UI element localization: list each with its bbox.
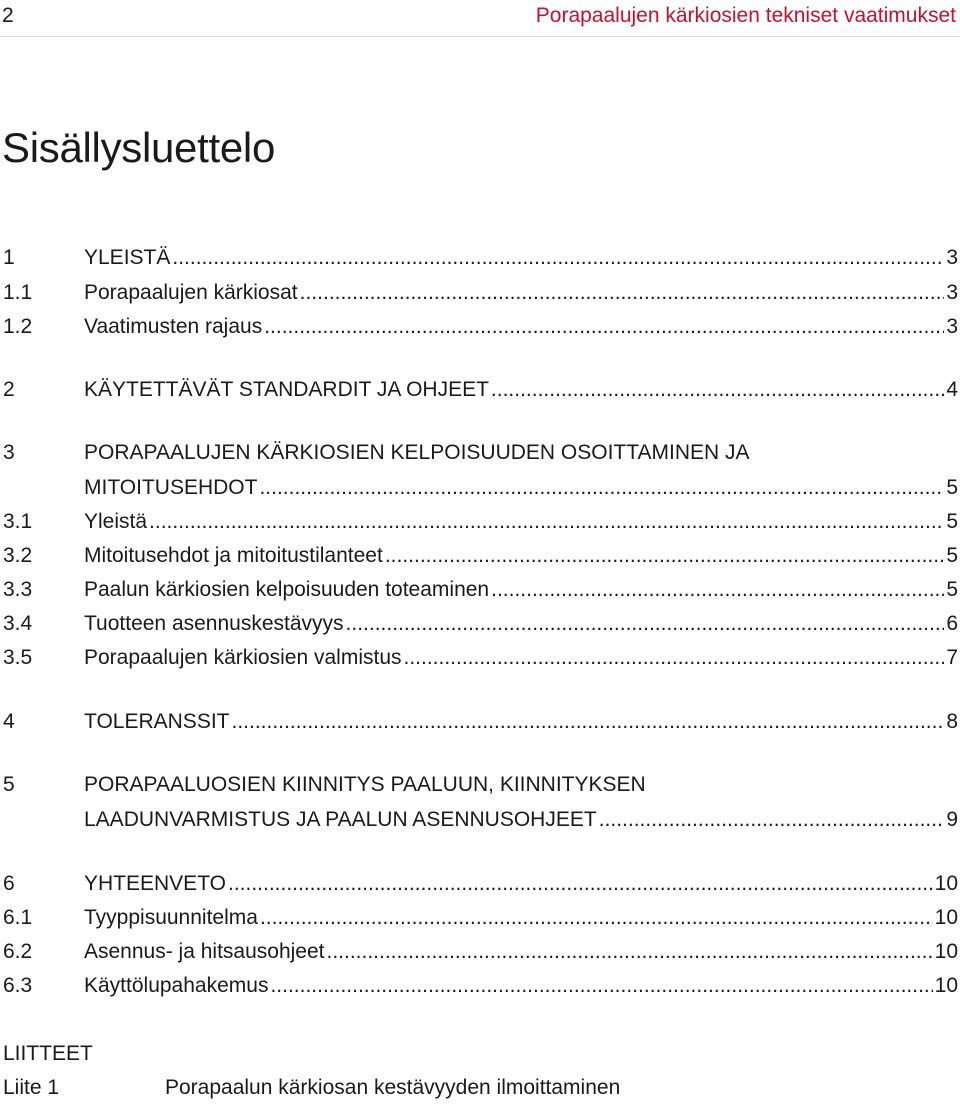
toc-entry-6-3[interactable] bbox=[0, 974, 960, 1004]
dot-leader bbox=[404, 646, 945, 670]
toc-entry-title: Vaatimusten rajaus bbox=[84, 315, 263, 338]
toc-entry-number: 1.1 bbox=[3, 281, 33, 304]
toc-entry-page: 10 bbox=[934, 940, 958, 963]
dot-leader bbox=[300, 281, 945, 305]
toc-entry-page: 7 bbox=[946, 646, 958, 669]
toc-entry-number: 3.2 bbox=[3, 544, 33, 567]
toc-entry-page: 3 bbox=[946, 246, 958, 269]
toc-entry-number: 3.5 bbox=[3, 646, 33, 669]
dot-leader bbox=[264, 315, 944, 339]
toc-entry-number: 4 bbox=[3, 710, 15, 733]
dot-leader bbox=[259, 476, 944, 500]
dot-leader bbox=[172, 246, 944, 270]
toc-entry-number: 1.2 bbox=[3, 315, 33, 338]
toc-entry-4[interactable] bbox=[0, 710, 960, 740]
toc-entry-title: LAADUNVARMISTUS JA PAALUN ASENNUSOHJEET bbox=[84, 808, 597, 831]
toc-entry-page: 5 bbox=[946, 510, 958, 533]
toc-entry-6-2[interactable] bbox=[0, 940, 960, 970]
toc-entry-page: 5 bbox=[946, 544, 958, 567]
attachment-label: Liite 1 bbox=[3, 1076, 60, 1099]
attachment-description: Porapaalun kärkiosan kestävyyden ilmoittaminen bbox=[165, 1076, 621, 1099]
toc-entry-title: Tyyppisuunnitelma bbox=[84, 906, 258, 929]
toc-entry-number: 3.4 bbox=[3, 612, 33, 635]
toc-entry-3-3[interactable] bbox=[0, 578, 960, 608]
toc-entry-6[interactable] bbox=[0, 872, 960, 902]
dot-leader bbox=[491, 378, 944, 402]
toc-entry-page: 10 bbox=[934, 872, 958, 895]
toc-entry-title: MITOITUSEHDOT bbox=[84, 476, 258, 499]
dot-leader bbox=[599, 808, 945, 832]
toc-entry-number: 3.1 bbox=[3, 510, 33, 533]
toc-entry-1-1[interactable] bbox=[0, 281, 960, 311]
toc-entry-3-2[interactable] bbox=[0, 544, 960, 574]
toc-entry-3-5[interactable] bbox=[0, 646, 960, 676]
dot-leader bbox=[327, 940, 933, 964]
dot-leader bbox=[491, 578, 944, 602]
toc-entry-title: Asennus- ja hitsausohjeet bbox=[84, 940, 325, 963]
toc-entry-title: Mitoitusehdot ja mitoitustilanteet bbox=[84, 544, 383, 567]
toc-entry-page: 5 bbox=[946, 476, 958, 499]
dot-leader bbox=[270, 974, 932, 998]
toc-entry-title: YLEISTÄ bbox=[84, 246, 171, 269]
toc-entry-3-1[interactable] bbox=[0, 510, 960, 540]
toc-entry-page: 4 bbox=[946, 378, 958, 401]
toc-entry-page: 6 bbox=[946, 612, 958, 635]
toc-entry-number: 3 bbox=[3, 441, 15, 464]
toc-entry-title: Paalun kärkiosien kelpoisuuden toteaminen bbox=[84, 578, 490, 601]
toc-entry-page: 9 bbox=[946, 808, 958, 831]
toc-entry-number: 6.1 bbox=[3, 906, 33, 929]
toc-entry-title: Käyttölupahakemus bbox=[84, 974, 269, 997]
toc-entry-page: 10 bbox=[934, 974, 958, 997]
toc-entry-title: Porapaalujen kärkiosien valmistus bbox=[84, 646, 402, 669]
toc-entry-number: 2 bbox=[3, 378, 15, 401]
toc-entry-number: 6.3 bbox=[3, 974, 33, 997]
page-number: 2 bbox=[2, 4, 14, 27]
dot-leader bbox=[231, 710, 944, 734]
toc-entry-5[interactable] bbox=[0, 773, 960, 839]
attachments-heading: LIITTEET bbox=[3, 1042, 93, 1065]
toc-entry-page: 10 bbox=[934, 906, 958, 929]
toc-entry-number: 1 bbox=[3, 246, 15, 269]
toc-entry-1[interactable] bbox=[0, 246, 960, 276]
toc-entry-title: Porapaalujen kärkiosat bbox=[84, 281, 298, 304]
dot-leader bbox=[260, 906, 933, 930]
toc-entry-number: 6 bbox=[3, 872, 15, 895]
toc-entry-page: 8 bbox=[946, 710, 958, 733]
toc-heading: Sisällysluettelo bbox=[2, 124, 275, 171]
toc-entry-number: 6.2 bbox=[3, 940, 33, 963]
dot-leader bbox=[385, 544, 944, 568]
toc-entry-title: TOLERANSSIT bbox=[84, 710, 230, 733]
toc-entry-number: 3.3 bbox=[3, 578, 33, 601]
dot-leader bbox=[228, 872, 933, 896]
toc-entry-page: 3 bbox=[946, 281, 958, 304]
dot-leader bbox=[149, 510, 944, 534]
dot-leader bbox=[346, 612, 945, 636]
document-title: Porapaalujen kärkiosien tekniset vaatimukset bbox=[535, 4, 956, 27]
toc-entry-3[interactable] bbox=[0, 441, 960, 507]
toc-entry-title: KÄYTETTÄVÄT STANDARDIT JA OHJEET bbox=[84, 378, 489, 401]
toc-entry-page: 5 bbox=[946, 578, 958, 601]
toc-entry-1-2[interactable] bbox=[0, 315, 960, 345]
toc-entry-title: YHTEENVETO bbox=[84, 872, 226, 895]
page-header bbox=[0, 0, 960, 37]
toc-entry-title-line1: PORAPAALUOSIEN KIINNITYS PAALUUN, KIINNITYKSEN bbox=[84, 773, 646, 796]
toc-entry-title: Yleistä bbox=[84, 510, 148, 533]
toc-entry-3-4[interactable] bbox=[0, 612, 960, 642]
toc-entry-number: 5 bbox=[3, 773, 15, 796]
toc-entry-6-1[interactable] bbox=[0, 906, 960, 936]
toc-entry-title: Tuotteen asennuskestävyys bbox=[84, 612, 344, 635]
toc-entry-page: 3 bbox=[946, 315, 958, 338]
toc-entry-2[interactable] bbox=[0, 378, 960, 408]
toc-entry-title-line1: PORAPAALUJEN KÄRKIOSIEN KELPOISUUDEN OSOITTAMINEN JA bbox=[84, 441, 750, 464]
